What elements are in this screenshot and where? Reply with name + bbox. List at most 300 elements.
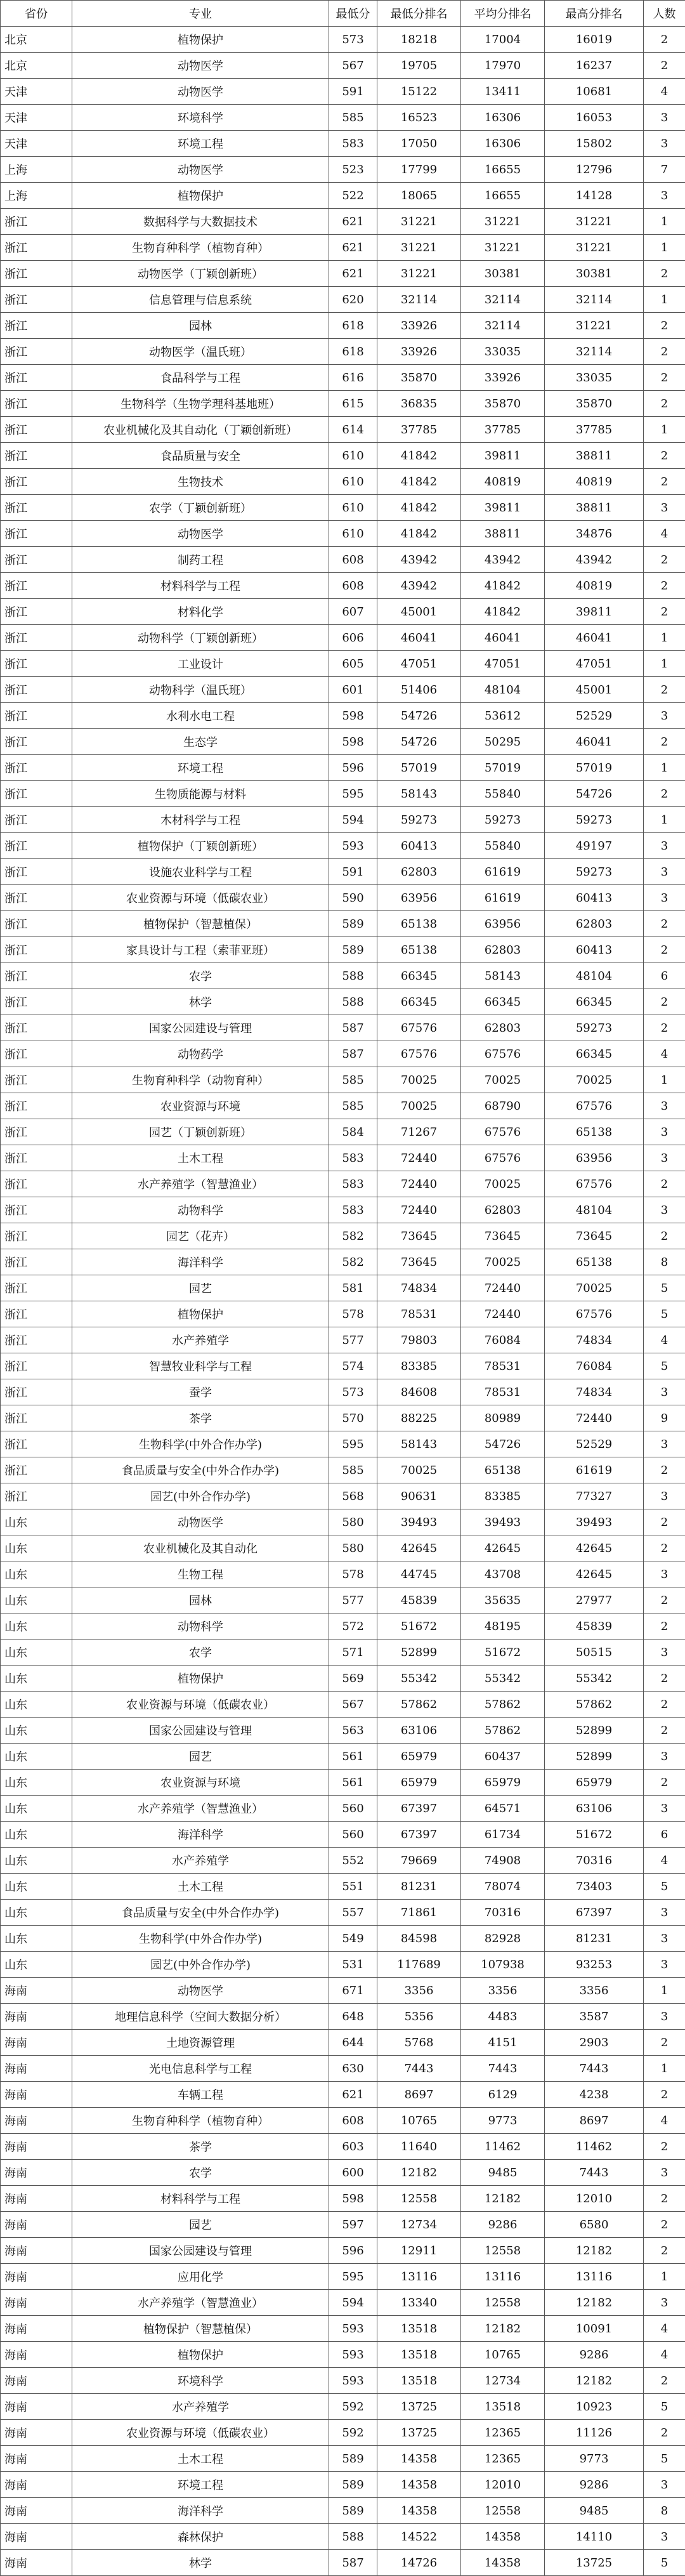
cell-province: 浙江 <box>1 963 72 989</box>
cell-avg-rank: 4151 <box>461 2030 545 2056</box>
cell-major: 国家公园建设与管理 <box>72 1015 329 1041</box>
cell-count: 2 <box>644 1535 685 1561</box>
cell-min-rank: 18218 <box>377 27 461 53</box>
cell-major: 生物技术 <box>72 469 329 495</box>
cell-avg-rank: 37785 <box>461 417 545 443</box>
cell-max-rank: 32114 <box>545 287 644 313</box>
cell-major: 蚕学 <box>72 1379 329 1405</box>
cell-avg-rank: 14358 <box>461 2550 545 2576</box>
cell-avg-rank: 58143 <box>461 963 545 989</box>
cell-min-rank: 79669 <box>377 1848 461 1874</box>
cell-province: 海南 <box>1 2030 72 2056</box>
cell-province: 浙江 <box>1 1015 72 1041</box>
cell-major: 生物科学（生物学理科基地班） <box>72 391 329 417</box>
cell-min-rank: 13725 <box>377 2394 461 2420</box>
cell-min-score: 551 <box>329 1874 377 1900</box>
table-row <box>1 443 685 469</box>
cell-min-score: 584 <box>329 1119 377 1145</box>
cell-min-score: 593 <box>329 2368 377 2394</box>
cell-min-score: 522 <box>329 183 377 209</box>
cell-major: 土木工程 <box>72 1874 329 1900</box>
cell-province: 海南 <box>1 2082 72 2108</box>
cell-min-score: 589 <box>329 2446 377 2472</box>
cell-major: 制药工程 <box>72 547 329 573</box>
cell-max-rank: 39811 <box>545 599 644 625</box>
cell-min-rank: 31221 <box>377 235 461 261</box>
cell-province: 海南 <box>1 2316 72 2342</box>
cell-min-rank: 66345 <box>377 989 461 1015</box>
table-row <box>1 2212 685 2238</box>
cell-major: 水产养殖学 <box>72 1848 329 1874</box>
cell-count: 3 <box>644 833 685 859</box>
cell-major: 林学 <box>72 989 329 1015</box>
cell-min-rank: 12558 <box>377 2186 461 2212</box>
table-row <box>1 1171 685 1197</box>
cell-min-score: 610 <box>329 443 377 469</box>
cell-avg-rank: 43942 <box>461 547 545 573</box>
cell-min-rank: 13116 <box>377 2264 461 2290</box>
cell-major: 植物保护 <box>72 1301 329 1327</box>
cell-min-rank: 33926 <box>377 339 461 365</box>
cell-province: 浙江 <box>1 1457 72 1483</box>
cell-count: 8 <box>644 2498 685 2524</box>
header-avg-rank: 平均分排名 <box>461 1 545 27</box>
cell-avg-rank: 33926 <box>461 365 545 391</box>
cell-province: 海南 <box>1 2004 72 2030</box>
header-count: 人数 <box>644 1 685 27</box>
cell-min-rank: 12734 <box>377 2212 461 2238</box>
table-row <box>1 1483 685 1509</box>
cell-major: 生物育种科学（植物育种） <box>72 235 329 261</box>
cell-avg-rank: 12734 <box>461 2368 545 2394</box>
cell-avg-rank: 14358 <box>461 2524 545 2550</box>
table-row <box>1 261 685 287</box>
cell-min-rank: 62803 <box>377 859 461 885</box>
cell-min-score: 567 <box>329 1692 377 1718</box>
table-row <box>1 1978 685 2004</box>
cell-avg-rank: 38811 <box>461 521 545 547</box>
cell-province: 山东 <box>1 1874 72 1900</box>
cell-major: 食品质量与安全(中外合作办学) <box>72 1900 329 1926</box>
cell-min-rank: 36835 <box>377 391 461 417</box>
cell-min-rank: 14358 <box>377 2472 461 2498</box>
cell-avg-rank: 16655 <box>461 157 545 183</box>
cell-max-rank: 59273 <box>545 1015 644 1041</box>
cell-max-rank: 9773 <box>545 2446 644 2472</box>
cell-avg-rank: 55840 <box>461 781 545 807</box>
cell-min-rank: 31221 <box>377 209 461 235</box>
cell-major: 园艺(中外合作办学) <box>72 1952 329 1978</box>
cell-min-rank: 14358 <box>377 2446 461 2472</box>
cell-min-score: 588 <box>329 2524 377 2550</box>
cell-count: 4 <box>644 1327 685 1353</box>
cell-major: 水产养殖学（智慧渔业） <box>72 1171 329 1197</box>
table-row <box>1 911 685 937</box>
cell-avg-rank: 57862 <box>461 1718 545 1744</box>
cell-count: 2 <box>644 469 685 495</box>
cell-min-score: 573 <box>329 1379 377 1405</box>
cell-min-score: 552 <box>329 1848 377 1874</box>
cell-major: 家具设计与工程（索菲亚班） <box>72 937 329 963</box>
cell-min-score: 560 <box>329 1796 377 1822</box>
cell-major: 园艺 <box>72 2212 329 2238</box>
table-row <box>1 1561 685 1587</box>
cell-major: 土木工程 <box>72 2446 329 2472</box>
cell-count: 2 <box>644 573 685 599</box>
table-row <box>1 1145 685 1171</box>
table-row <box>1 807 685 833</box>
table-row <box>1 53 685 79</box>
cell-max-rank: 66345 <box>545 989 644 1015</box>
table-row <box>1 1067 685 1093</box>
cell-major: 园艺 <box>72 1744 329 1770</box>
cell-min-score: 594 <box>329 807 377 833</box>
cell-max-rank: 73403 <box>545 1874 644 1900</box>
cell-province: 海南 <box>1 2394 72 2420</box>
table-row <box>1 1223 685 1249</box>
cell-max-rank: 52899 <box>545 1744 644 1770</box>
cell-province: 海南 <box>1 2160 72 2186</box>
cell-major: 地理信息科学（空间大数据分析） <box>72 2004 329 2030</box>
cell-major: 土地资源管理 <box>72 2030 329 2056</box>
table-row <box>1 1353 685 1379</box>
cell-province: 浙江 <box>1 599 72 625</box>
cell-min-rank: 67397 <box>377 1822 461 1848</box>
cell-min-rank: 67397 <box>377 1796 461 1822</box>
cell-max-rank: 30381 <box>545 261 644 287</box>
cell-max-rank: 93253 <box>545 1952 644 1978</box>
cell-max-rank: 2903 <box>545 2030 644 2056</box>
cell-avg-rank: 42645 <box>461 1535 545 1561</box>
cell-max-rank: 37785 <box>545 417 644 443</box>
cell-min-score: 593 <box>329 2342 377 2368</box>
cell-max-rank: 11462 <box>545 2134 644 2160</box>
cell-count: 2 <box>644 1587 685 1613</box>
cell-avg-rank: 33035 <box>461 339 545 365</box>
cell-avg-rank: 68790 <box>461 1093 545 1119</box>
cell-min-rank: 32114 <box>377 287 461 313</box>
cell-major: 生物育种科学（植物育种） <box>72 2108 329 2134</box>
cell-major: 国家公园建设与管理 <box>72 1718 329 1744</box>
cell-count: 5 <box>644 1301 685 1327</box>
cell-count: 6 <box>644 963 685 989</box>
cell-min-score: 593 <box>329 2316 377 2342</box>
cell-major: 动物药学 <box>72 1041 329 1067</box>
cell-min-score: 598 <box>329 703 377 729</box>
cell-count: 4 <box>644 79 685 105</box>
cell-avg-rank: 83385 <box>461 1483 545 1509</box>
table-row <box>1 1692 685 1718</box>
cell-avg-rank: 65979 <box>461 1770 545 1796</box>
cell-major: 农业资源与环境（低碳农业） <box>72 885 329 911</box>
cell-province: 浙江 <box>1 573 72 599</box>
cell-major: 海洋科学 <box>72 1822 329 1848</box>
cell-avg-rank: 50295 <box>461 729 545 755</box>
cell-count: 2 <box>644 443 685 469</box>
cell-province: 海南 <box>1 2420 72 2446</box>
cell-max-rank: 65979 <box>545 1770 644 1796</box>
cell-avg-rank: 7443 <box>461 2056 545 2082</box>
cell-count: 2 <box>644 1509 685 1535</box>
cell-min-rank: 58143 <box>377 1431 461 1457</box>
cell-province: 浙江 <box>1 911 72 937</box>
cell-major: 农学 <box>72 2160 329 2186</box>
cell-min-score: 593 <box>329 833 377 859</box>
cell-major: 材料化学 <box>72 599 329 625</box>
cell-max-rank: 38811 <box>545 495 644 521</box>
cell-major: 动物科学（温氏班） <box>72 677 329 703</box>
cell-count: 4 <box>644 2108 685 2134</box>
cell-min-rank: 90631 <box>377 1483 461 1509</box>
table-row <box>1 2004 685 2030</box>
table-row <box>1 1119 685 1145</box>
table-row <box>1 1822 685 1848</box>
cell-count: 5 <box>644 1275 685 1301</box>
cell-avg-rank: 72440 <box>461 1301 545 1327</box>
cell-avg-rank: 16306 <box>461 131 545 157</box>
cell-province: 山东 <box>1 1744 72 1770</box>
cell-count: 1 <box>644 807 685 833</box>
table-row <box>1 1926 685 1952</box>
cell-avg-rank: 40819 <box>461 469 545 495</box>
cell-province: 浙江 <box>1 1197 72 1223</box>
table-row <box>1 2056 685 2082</box>
cell-min-rank: 13340 <box>377 2290 461 2316</box>
cell-min-rank: 42645 <box>377 1535 461 1561</box>
cell-province: 山东 <box>1 1822 72 1848</box>
cell-count: 5 <box>644 1353 685 1379</box>
cell-major: 国家公园建设与管理 <box>72 2238 329 2264</box>
cell-min-rank: 17050 <box>377 131 461 157</box>
cell-province: 海南 <box>1 2134 72 2160</box>
cell-province: 山东 <box>1 1561 72 1587</box>
cell-avg-rank: 70025 <box>461 1067 545 1093</box>
cell-min-score: 585 <box>329 105 377 131</box>
cell-max-rank: 16019 <box>545 27 644 53</box>
cell-count: 3 <box>644 1796 685 1822</box>
cell-count: 3 <box>644 1379 685 1405</box>
cell-min-rank: 52899 <box>377 1640 461 1666</box>
cell-major: 环境工程 <box>72 131 329 157</box>
cell-avg-rank: 46041 <box>461 625 545 651</box>
cell-count: 3 <box>644 105 685 131</box>
cell-max-rank: 77327 <box>545 1483 644 1509</box>
cell-province: 浙江 <box>1 339 72 365</box>
cell-count: 2 <box>644 1692 685 1718</box>
cell-min-rank: 54726 <box>377 703 461 729</box>
cell-min-score: 583 <box>329 1145 377 1171</box>
table-row <box>1 235 685 261</box>
table-row <box>1 1041 685 1067</box>
cell-province: 山东 <box>1 1535 72 1561</box>
cell-province: 浙江 <box>1 859 72 885</box>
cell-major: 动物医学 <box>72 53 329 79</box>
cell-major: 车辆工程 <box>72 2082 329 2108</box>
table-row <box>1 963 685 989</box>
cell-province: 海南 <box>1 2290 72 2316</box>
cell-max-rank: 74834 <box>545 1327 644 1353</box>
cell-min-rank: 14358 <box>377 2498 461 2524</box>
cell-min-score: 561 <box>329 1770 377 1796</box>
table-row <box>1 1952 685 1978</box>
cell-min-score: 577 <box>329 1327 377 1353</box>
table-row <box>1 1509 685 1535</box>
cell-province: 浙江 <box>1 781 72 807</box>
cell-province: 浙江 <box>1 989 72 1015</box>
cell-max-rank: 57019 <box>545 755 644 781</box>
cell-major: 动物医学 <box>72 521 329 547</box>
cell-count: 3 <box>644 2004 685 2030</box>
cell-min-score: 573 <box>329 27 377 53</box>
cell-province: 浙江 <box>1 547 72 573</box>
cell-count: 2 <box>644 547 685 573</box>
cell-count: 1 <box>644 1978 685 2004</box>
table-row <box>1 547 685 573</box>
cell-province: 海南 <box>1 1978 72 2004</box>
cell-min-score: 615 <box>329 391 377 417</box>
cell-max-rank: 61619 <box>545 1457 644 1483</box>
cell-province: 海南 <box>1 2264 72 2290</box>
cell-min-score: 621 <box>329 209 377 235</box>
cell-province: 浙江 <box>1 287 72 313</box>
cell-major: 海洋科学 <box>72 2498 329 2524</box>
cell-province: 山东 <box>1 1796 72 1822</box>
cell-avg-rank: 32114 <box>461 287 545 313</box>
cell-max-rank: 66345 <box>545 1041 644 1067</box>
cell-avg-rank: 4483 <box>461 2004 545 2030</box>
cell-major: 动物医学 <box>72 1509 329 1535</box>
cell-min-rank: 72440 <box>377 1171 461 1197</box>
cell-min-score: 523 <box>329 157 377 183</box>
cell-min-rank: 39493 <box>377 1509 461 1535</box>
cell-count: 5 <box>644 1874 685 1900</box>
cell-min-score: 587 <box>329 1041 377 1067</box>
cell-avg-rank: 70025 <box>461 1171 545 1197</box>
cell-count: 7 <box>644 157 685 183</box>
cell-min-rank: 15122 <box>377 79 461 105</box>
cell-count: 3 <box>644 2472 685 2498</box>
cell-major: 信息管理与信息系统 <box>72 287 329 313</box>
cell-min-score: 597 <box>329 2212 377 2238</box>
cell-min-score: 671 <box>329 1978 377 2004</box>
cell-avg-rank: 61619 <box>461 885 545 911</box>
cell-min-rank: 74834 <box>377 1275 461 1301</box>
cell-max-rank: 60413 <box>545 885 644 911</box>
table-row <box>1 885 685 911</box>
cell-min-score: 560 <box>329 1822 377 1848</box>
cell-max-rank: 49197 <box>545 833 644 859</box>
cell-avg-rank: 63956 <box>461 911 545 937</box>
cell-avg-rank: 12365 <box>461 2446 545 2472</box>
cell-province: 山东 <box>1 1613 72 1640</box>
cell-avg-rank: 16655 <box>461 183 545 209</box>
cell-min-score: 603 <box>329 2134 377 2160</box>
cell-count: 8 <box>644 1249 685 1275</box>
cell-count: 2 <box>644 911 685 937</box>
cell-major: 生物育种科学（动物育种） <box>72 1067 329 1093</box>
cell-avg-rank: 39811 <box>461 443 545 469</box>
cell-max-rank: 48104 <box>545 963 644 989</box>
cell-province: 上海 <box>1 183 72 209</box>
cell-min-score: 595 <box>329 2264 377 2290</box>
cell-min-score: 596 <box>329 2238 377 2264</box>
cell-count: 3 <box>644 1197 685 1223</box>
table-row <box>1 573 685 599</box>
cell-count: 2 <box>644 313 685 339</box>
cell-avg-rank: 32114 <box>461 313 545 339</box>
cell-count: 1 <box>644 209 685 235</box>
cell-major: 植物保护 <box>72 27 329 53</box>
cell-min-rank: 67576 <box>377 1015 461 1041</box>
cell-min-rank: 41842 <box>377 521 461 547</box>
cell-min-rank: 79803 <box>377 1327 461 1353</box>
cell-min-score: 590 <box>329 885 377 911</box>
cell-max-rank: 67397 <box>545 1900 644 1926</box>
table-row <box>1 105 685 131</box>
cell-province: 天津 <box>1 105 72 131</box>
cell-count: 4 <box>644 2316 685 2342</box>
cell-min-rank: 37785 <box>377 417 461 443</box>
cell-province: 浙江 <box>1 677 72 703</box>
cell-min-rank: 73645 <box>377 1249 461 1275</box>
cell-avg-rank: 78074 <box>461 1874 545 1900</box>
table-row <box>1 2394 685 2420</box>
table-row <box>1 1666 685 1692</box>
cell-min-rank: 65138 <box>377 911 461 937</box>
cell-min-rank: 55342 <box>377 1666 461 1692</box>
cell-min-score: 589 <box>329 2472 377 2498</box>
cell-min-rank: 58143 <box>377 781 461 807</box>
cell-count: 2 <box>644 391 685 417</box>
cell-count: 2 <box>644 1223 685 1249</box>
cell-province: 山东 <box>1 1640 72 1666</box>
cell-min-score: 601 <box>329 677 377 703</box>
cell-major: 生物工程 <box>72 1561 329 1587</box>
cell-min-rank: 41842 <box>377 495 461 521</box>
cell-max-rank: 73645 <box>545 1223 644 1249</box>
cell-avg-rank: 65138 <box>461 1457 545 1483</box>
cell-major: 数据科学与大数据技术 <box>72 209 329 235</box>
cell-min-score: 610 <box>329 469 377 495</box>
cell-max-rank: 60413 <box>545 937 644 963</box>
cell-max-rank: 65138 <box>545 1119 644 1145</box>
cell-min-score: 567 <box>329 53 377 79</box>
cell-min-rank: 41842 <box>377 443 461 469</box>
cell-province: 浙江 <box>1 1275 72 1301</box>
table-row <box>1 1900 685 1926</box>
table-row <box>1 2524 685 2550</box>
table-row <box>1 833 685 859</box>
cell-avg-rank: 51672 <box>461 1640 545 1666</box>
cell-province: 浙江 <box>1 469 72 495</box>
table-row <box>1 2134 685 2160</box>
cell-major: 植物保护 <box>72 2342 329 2368</box>
cell-province: 浙江 <box>1 937 72 963</box>
table-row <box>1 1587 685 1613</box>
cell-province: 浙江 <box>1 365 72 391</box>
cell-min-score: 578 <box>329 1301 377 1327</box>
cell-major: 植物保护 <box>72 183 329 209</box>
cell-major: 农学 <box>72 963 329 989</box>
cell-count: 2 <box>644 677 685 703</box>
cell-min-score: 578 <box>329 1561 377 1587</box>
cell-avg-rank: 78531 <box>461 1353 545 1379</box>
cell-avg-rank: 64571 <box>461 1796 545 1822</box>
cell-max-rank: 16237 <box>545 53 644 79</box>
cell-avg-rank: 9485 <box>461 2160 545 2186</box>
cell-min-rank: 12911 <box>377 2238 461 2264</box>
table-row <box>1 1640 685 1666</box>
